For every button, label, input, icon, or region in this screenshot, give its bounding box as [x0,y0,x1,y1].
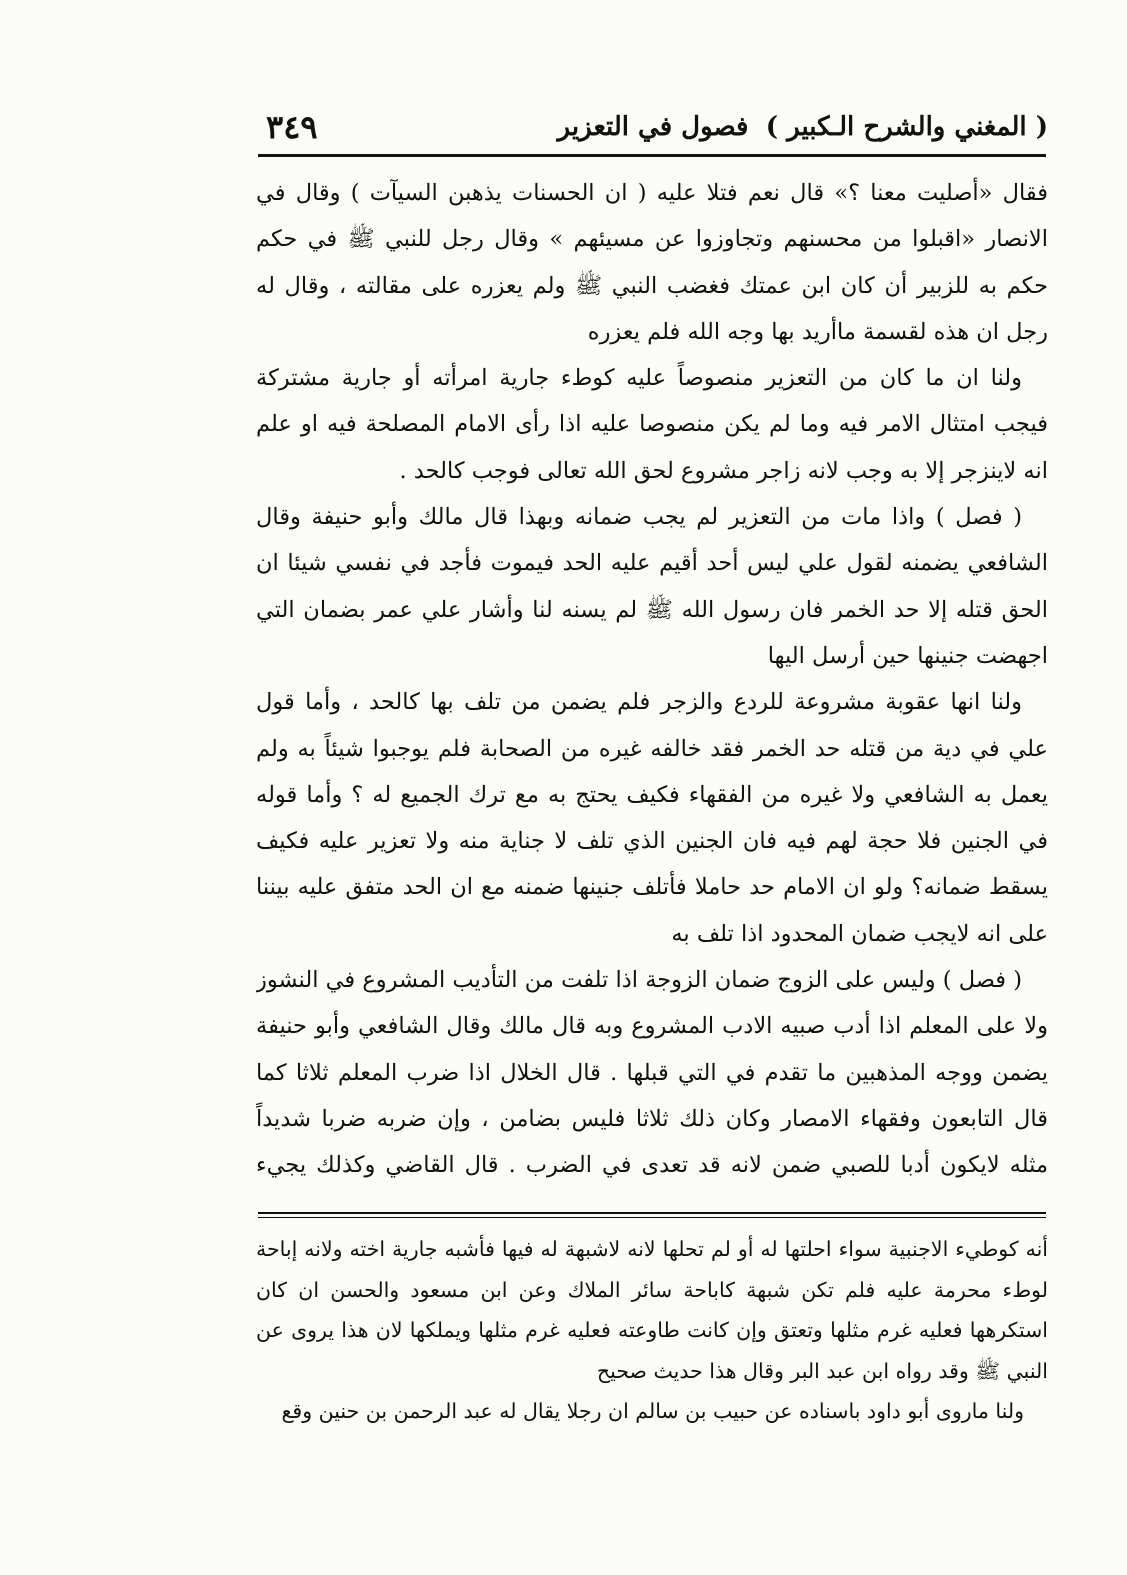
paragraph: ولنا انها عقوبة مشروعة للردع والزجر فلم يضمن من تلف بها كالحد ، وأما قول علي في دية من قتله حد الخمر فقد خالفه غيره من الصحابة فلم يوجبوا شيئاً به ولم يعمل به الشافعي ولا غيره من الفقهاء فكيف يحتج به مع ترك الجميع له ؟ وأما قوله في الجنين فلا حجة لهم فيه فان الجنين الذي تلف لا جناية منه ولا تعزير عليه فكيف يسقط ضمانه؟ ولو ان الامام حد حاملا فأتلف جنينها ضمنه مع ان الحد متفق عليه بيننا على انه لايجب ضمان المحدود اذا تلف به [256,689,1048,947]
book-title: ( المغني والشرح الـكبير ) [765,112,1048,142]
page-number: ٣٤٩ [266,108,318,146]
paragraph: ولنا ان ما كان من التعزير منصوصاً عليه كوطء جارية امرأته أو جارية مشتركة فيجب امتثال الامر فيه وما لم يكن منصوصا عليه اذا رأى الامام المصلحة فيه او علم انه لاينزجر إلا به وجب لانه زاجر مشروع لحق الله تعالى فوجب كالحد . [256,365,1048,484]
page-header [258,108,1048,152]
footnote-separator [258,1212,1046,1214]
paragraph: فقال «أصليت معنا ؟» قال نعم فتلا عليه ( ان الحسنات يذهبن السيآت ) وقال في الانصار «اقبلوا من محسنهم وتجاوزوا عن مسيئهم » وقال رجل للنبي ﷺ في حكم حكم به للزبير أن كان ابن عمتك فغضب النبي ﷺ ولم يعزره على مقالته ، وقال له رجل ان هذه لقسمة ماأريد بها وجه الله فلم يعزره [256,180,1048,345]
paragraph: ( فصل ) واذا مات من التعزير لم يجب ضمانه وبهذا قال مالك وأبو حنيفة وقال الشافعي يضمنه لقول علي ليس أحد أقيم عليه الحد فيموت فأجد في نفسي شيئا ان الحق قتله إلا حد الخمر فان رسول الله ﷺ لم يسنه لنا وأشار علي عمر بضمان التي اجهضت جنينها حين أرسل اليها [256,504,1048,669]
paragraph: ( فصل ) وليس على الزوج ضمان الزوجة اذا تلفت من التأديب المشروع في النشوز ولا على المعلم اذا أدب صبيه الادب المشروع وبه قال مالك وقال الشافعي وأبو حنيفة يضمن ووجه المذهبين ما تقدم في التي قبلها . قال الخلال اذا ضرب المعلم ثلاثا كما قال التابعون وفقهاء الامصار وكان ذلك ثلاثا فليس بضامن ، وإن ضربه ضربا شديداً مثله لايكون أدبا للصبي ضمن لانه قد تعدى في الضرب . قال القاضي وكذلك يجيء [256,967,1048,1179]
footnote-separator-thin [258,1217,1046,1218]
commentary-paragraph: ولنا ماروى أبو داود باسناده عن حبيب بن سالم ان رجلا يقال له عبد الرحمن بن حنين وقع [281,1399,1024,1423]
header-rule [258,154,1046,157]
main-text [256,170,1048,1190]
chapter-title: فصول في التعزير [557,112,749,142]
commentary-paragraph: أنه كوطيء الاجنبية سواء احلتها له أو لم تحلها لانه لاشبهة له فيها فأشبه جارية اخته ولانه إباحة لوطء محرمة عليه فلم تكن شبهة كاباحة سائر الملاك وعن ابن مسعود والحسن ان كان استكرهها فعليه غرم مثلها وتعتق وإن كانت طاوعته فعليه غرم مثلها ويملكها لان هذا يروى عن النبي ﷺ وقد رواه ابن عبد البر وقال هذا حديث صحيح [256,1237,1048,1383]
commentary-text [256,1229,1048,1479]
